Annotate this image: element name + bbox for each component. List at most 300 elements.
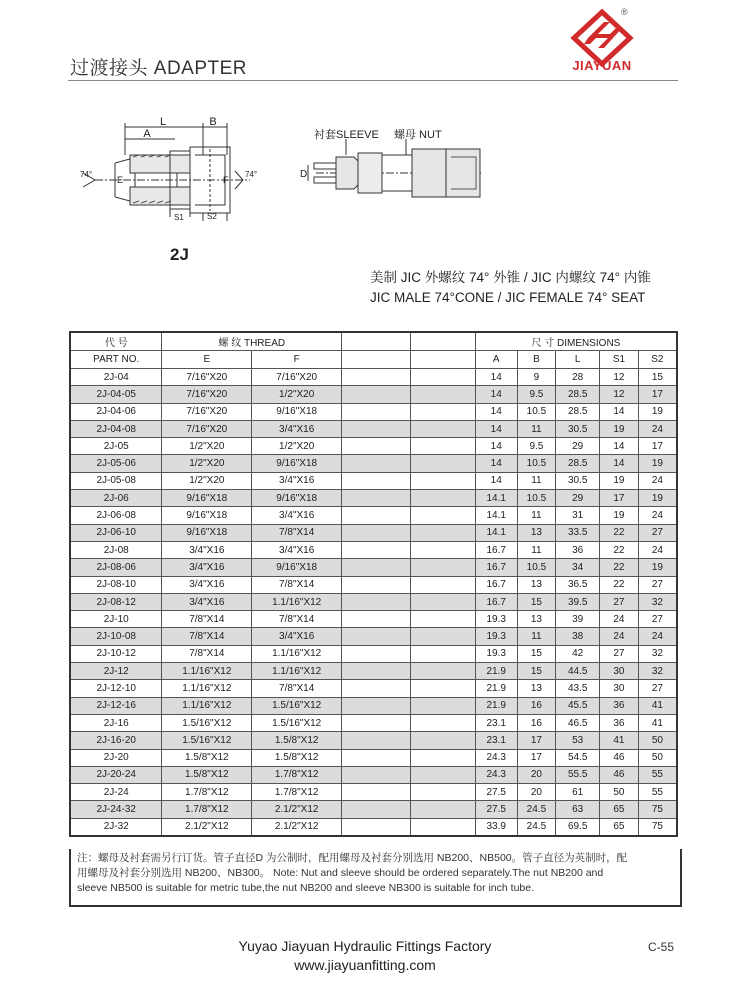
cell-s2: 19 bbox=[638, 490, 677, 507]
cell-s2: 55 bbox=[638, 766, 677, 783]
table-group-header bbox=[70, 332, 677, 351]
table-row bbox=[70, 628, 677, 645]
cell-blank-1 bbox=[342, 369, 411, 386]
cell-blank-1 bbox=[342, 818, 411, 836]
assembly-drawing bbox=[296, 125, 496, 225]
col-a: A bbox=[475, 351, 517, 369]
header-blank-1 bbox=[342, 332, 411, 351]
cell-blank-1 bbox=[342, 663, 411, 680]
cell-blank-2 bbox=[411, 420, 476, 437]
cell-f: 7/8"X14 bbox=[252, 611, 342, 628]
cell-a: 14 bbox=[475, 472, 517, 489]
cell-e: 9/16"X18 bbox=[162, 524, 252, 541]
cell-s1: 36 bbox=[600, 714, 639, 731]
cell-a: 16.7 bbox=[475, 576, 517, 593]
col-blank-2 bbox=[411, 351, 476, 369]
cell-f: 1.5/16"X12 bbox=[252, 714, 342, 731]
cell-s1: 30 bbox=[600, 663, 639, 680]
cell-part-no: 2J-12 bbox=[70, 663, 162, 680]
cell-a: 19.3 bbox=[475, 611, 517, 628]
cell-blank-1 bbox=[342, 611, 411, 628]
cell-blank-1 bbox=[342, 593, 411, 610]
order-notes bbox=[69, 849, 682, 907]
cell-l: 46.5 bbox=[556, 714, 600, 731]
cell-l: 44.5 bbox=[556, 663, 600, 680]
description-en: JIC MALE 74°CONE / JIC FEMALE 74° SEAT bbox=[370, 290, 646, 305]
cell-e: 7/16"X20 bbox=[162, 420, 252, 437]
table-row bbox=[70, 593, 677, 610]
cell-l: 39.5 bbox=[556, 593, 600, 610]
cell-f: 1.1/16"X12 bbox=[252, 593, 342, 610]
cell-part-no: 2J-08-10 bbox=[70, 576, 162, 593]
cell-blank-2 bbox=[411, 784, 476, 801]
page-title: 过渡接头 ADAPTER bbox=[70, 58, 248, 79]
cell-e: 7/16"X20 bbox=[162, 403, 252, 420]
cell-blank-2 bbox=[411, 455, 476, 472]
cell-s1: 46 bbox=[600, 749, 639, 766]
cell-e: 1.5/16"X12 bbox=[162, 732, 252, 749]
cell-l: 54.5 bbox=[556, 749, 600, 766]
fitting-dimension-drawing bbox=[75, 115, 260, 225]
cell-blank-1 bbox=[342, 714, 411, 731]
cell-part-no: 2J-12-10 bbox=[70, 680, 162, 697]
cell-s2: 27 bbox=[638, 680, 677, 697]
cell-s1: 30 bbox=[600, 680, 639, 697]
cell-b: 20 bbox=[517, 766, 556, 783]
cell-e: 9/16"X18 bbox=[162, 507, 252, 524]
cell-part-no: 2J-06 bbox=[70, 490, 162, 507]
cell-f: 3/4"X16 bbox=[252, 507, 342, 524]
cell-b: 20 bbox=[517, 784, 556, 801]
cell-f: 9/16"X18 bbox=[252, 490, 342, 507]
cell-part-no: 2J-10-08 bbox=[70, 628, 162, 645]
cell-a: 14.1 bbox=[475, 524, 517, 541]
label-e: E bbox=[117, 175, 124, 185]
cell-blank-1 bbox=[342, 697, 411, 714]
cell-s1: 14 bbox=[600, 438, 639, 455]
cell-f: 1.5/8"X12 bbox=[252, 749, 342, 766]
col-s2: S2 bbox=[638, 351, 677, 369]
cell-s1: 46 bbox=[600, 766, 639, 783]
cell-blank-1 bbox=[342, 559, 411, 576]
cell-s2: 75 bbox=[638, 801, 677, 818]
cell-l: 30.5 bbox=[556, 420, 600, 437]
table-column-header bbox=[70, 351, 677, 369]
footer-url: www.jiayuanfitting.com bbox=[294, 957, 436, 973]
cell-a: 16.7 bbox=[475, 559, 517, 576]
cell-s1: 19 bbox=[600, 507, 639, 524]
label-b: B bbox=[209, 116, 217, 128]
cell-e: 7/16"X20 bbox=[162, 369, 252, 386]
cell-f: 3/4"X16 bbox=[252, 541, 342, 558]
cell-s1: 14 bbox=[600, 455, 639, 472]
table-row bbox=[70, 420, 677, 437]
label-s2: S2 bbox=[207, 212, 217, 221]
cell-f: 7/16"X20 bbox=[252, 369, 342, 386]
cell-l: 69.5 bbox=[556, 818, 600, 836]
cell-s1: 65 bbox=[600, 818, 639, 836]
table-row bbox=[70, 663, 677, 680]
cell-part-no: 2J-20-24 bbox=[70, 766, 162, 783]
cell-b: 11 bbox=[517, 472, 556, 489]
cell-s2: 27 bbox=[638, 576, 677, 593]
cell-f: 1/2"X20 bbox=[252, 438, 342, 455]
cell-a: 27.5 bbox=[475, 784, 517, 801]
col-b: B bbox=[517, 351, 556, 369]
table-row bbox=[70, 697, 677, 714]
cell-blank-2 bbox=[411, 611, 476, 628]
cell-s2: 19 bbox=[638, 403, 677, 420]
cell-e: 3/4"X16 bbox=[162, 593, 252, 610]
label-d: D bbox=[300, 169, 308, 180]
cell-blank-1 bbox=[342, 784, 411, 801]
cell-e: 7/8"X14 bbox=[162, 645, 252, 662]
table-row bbox=[70, 438, 677, 455]
cell-part-no: 2J-16 bbox=[70, 714, 162, 731]
cell-l: 29 bbox=[556, 438, 600, 455]
cell-part-no: 2J-06-10 bbox=[70, 524, 162, 541]
cell-f: 9/16"X18 bbox=[252, 403, 342, 420]
cell-blank-2 bbox=[411, 403, 476, 420]
cell-l: 36 bbox=[556, 541, 600, 558]
cell-b: 13 bbox=[517, 611, 556, 628]
cell-blank-2 bbox=[411, 766, 476, 783]
table-row bbox=[70, 680, 677, 697]
cell-s1: 65 bbox=[600, 801, 639, 818]
cell-e: 1.1/16"X12 bbox=[162, 680, 252, 697]
footer-company: Yuyao Jiayuan Hydraulic Fittings Factory bbox=[238, 938, 492, 954]
label-s1: S1 bbox=[174, 213, 184, 222]
header-thread: 螺 纹 THREAD bbox=[162, 332, 342, 351]
cell-s2: 32 bbox=[638, 663, 677, 680]
cell-blank-1 bbox=[342, 490, 411, 507]
cell-blank-1 bbox=[342, 524, 411, 541]
cell-s1: 12 bbox=[600, 386, 639, 403]
cell-s1: 27 bbox=[600, 593, 639, 610]
cell-e: 3/4"X16 bbox=[162, 541, 252, 558]
cell-b: 17 bbox=[517, 732, 556, 749]
cell-b: 10.5 bbox=[517, 490, 556, 507]
cell-s2: 19 bbox=[638, 559, 677, 576]
cell-part-no: 2J-32 bbox=[70, 818, 162, 836]
cell-blank-1 bbox=[342, 576, 411, 593]
cell-l: 42 bbox=[556, 645, 600, 662]
cell-blank-2 bbox=[411, 541, 476, 558]
cell-s2: 41 bbox=[638, 714, 677, 731]
table-row bbox=[70, 559, 677, 576]
cell-b: 24.5 bbox=[517, 818, 556, 836]
cell-f: 7/8"X14 bbox=[252, 680, 342, 697]
cell-f: 7/8"X14 bbox=[252, 576, 342, 593]
label-l: L bbox=[159, 116, 167, 128]
cell-s2: 55 bbox=[638, 784, 677, 801]
cell-l: 45.5 bbox=[556, 697, 600, 714]
cell-b: 11 bbox=[517, 628, 556, 645]
cell-l: 28.5 bbox=[556, 455, 600, 472]
cell-blank-1 bbox=[342, 438, 411, 455]
label-angle-right: 74° bbox=[245, 170, 258, 179]
cell-f: 3/4"X16 bbox=[252, 472, 342, 489]
cell-f: 1.5/8"X12 bbox=[252, 732, 342, 749]
cell-e: 7/8"X14 bbox=[162, 611, 252, 628]
cell-s1: 24 bbox=[600, 611, 639, 628]
cell-f: 1.5/16"X12 bbox=[252, 697, 342, 714]
registered-mark: ® bbox=[621, 7, 628, 17]
cell-f: 1.1/16"X12 bbox=[252, 645, 342, 662]
cell-l: 63 bbox=[556, 801, 600, 818]
cell-s2: 32 bbox=[638, 645, 677, 662]
cell-s2: 17 bbox=[638, 386, 677, 403]
col-s1: S1 bbox=[600, 351, 639, 369]
table-row bbox=[70, 645, 677, 662]
cell-blank-2 bbox=[411, 490, 476, 507]
cell-e: 1.5/16"X12 bbox=[162, 714, 252, 731]
table-row bbox=[70, 507, 677, 524]
label-angle-left: 74° bbox=[80, 170, 93, 179]
cell-part-no: 2J-10-12 bbox=[70, 645, 162, 662]
cell-blank-2 bbox=[411, 369, 476, 386]
cell-s2: 17 bbox=[638, 438, 677, 455]
cell-blank-1 bbox=[342, 455, 411, 472]
cell-blank-1 bbox=[342, 541, 411, 558]
table-row bbox=[70, 490, 677, 507]
cell-e: 1.7/8"X12 bbox=[162, 801, 252, 818]
table-row bbox=[70, 766, 677, 783]
cell-a: 14 bbox=[475, 455, 517, 472]
cell-f: 3/4"X16 bbox=[252, 628, 342, 645]
table-row bbox=[70, 386, 677, 403]
cell-blank-2 bbox=[411, 680, 476, 697]
cell-a: 14 bbox=[475, 438, 517, 455]
cell-l: 43.5 bbox=[556, 680, 600, 697]
label-f: F bbox=[223, 175, 229, 185]
cell-l: 39 bbox=[556, 611, 600, 628]
cell-s1: 22 bbox=[600, 524, 639, 541]
cell-f: 3/4"X16 bbox=[252, 420, 342, 437]
cell-part-no: 2J-04-05 bbox=[70, 386, 162, 403]
cell-f: 1.7/8"X12 bbox=[252, 784, 342, 801]
cell-s1: 17 bbox=[600, 490, 639, 507]
cell-part-no: 2J-06-08 bbox=[70, 507, 162, 524]
cell-b: 10.5 bbox=[517, 403, 556, 420]
table-row bbox=[70, 403, 677, 420]
cell-e: 1.5/8"X12 bbox=[162, 766, 252, 783]
col-f: F bbox=[252, 351, 342, 369]
cell-s1: 22 bbox=[600, 559, 639, 576]
header-code-cn: 代 号 bbox=[70, 332, 162, 351]
cell-a: 21.9 bbox=[475, 680, 517, 697]
cell-s2: 15 bbox=[638, 369, 677, 386]
header-divider bbox=[68, 80, 678, 81]
cell-e: 2.1/2"X12 bbox=[162, 818, 252, 836]
note-line-3: sleeve NB500 is suitable for metric tube,the nut NB200 and sleeve NB300 is suitable for inch tube. bbox=[77, 882, 535, 894]
cell-s2: 75 bbox=[638, 818, 677, 836]
cell-e: 1.5/8"X12 bbox=[162, 749, 252, 766]
cell-a: 21.9 bbox=[475, 697, 517, 714]
spec-table-body bbox=[70, 369, 677, 837]
cell-b: 15 bbox=[517, 663, 556, 680]
cell-b: 11 bbox=[517, 541, 556, 558]
cell-e: 7/16"X20 bbox=[162, 386, 252, 403]
table-row bbox=[70, 784, 677, 801]
cell-blank-1 bbox=[342, 732, 411, 749]
cell-part-no: 2J-24 bbox=[70, 784, 162, 801]
cell-s1: 14 bbox=[600, 403, 639, 420]
cell-part-no: 2J-20 bbox=[70, 749, 162, 766]
cell-s1: 36 bbox=[600, 697, 639, 714]
cell-b: 17 bbox=[517, 749, 556, 766]
table-row bbox=[70, 472, 677, 489]
cell-part-no: 2J-08-12 bbox=[70, 593, 162, 610]
table-row bbox=[70, 576, 677, 593]
cell-e: 1/2"X20 bbox=[162, 438, 252, 455]
cell-b: 13 bbox=[517, 576, 556, 593]
cell-blank-1 bbox=[342, 472, 411, 489]
cell-a: 14.1 bbox=[475, 507, 517, 524]
cell-blank-1 bbox=[342, 507, 411, 524]
cell-blank-1 bbox=[342, 386, 411, 403]
cell-s2: 24 bbox=[638, 507, 677, 524]
cell-part-no: 2J-04-06 bbox=[70, 403, 162, 420]
spec-table bbox=[69, 331, 678, 837]
table-row bbox=[70, 524, 677, 541]
cell-e: 1.1/16"X12 bbox=[162, 663, 252, 680]
cell-b: 15 bbox=[517, 593, 556, 610]
cell-e: 1/2"X20 bbox=[162, 472, 252, 489]
cell-s2: 50 bbox=[638, 732, 677, 749]
cell-a: 14 bbox=[475, 369, 517, 386]
cell-s2: 24 bbox=[638, 541, 677, 558]
cell-s1: 27 bbox=[600, 645, 639, 662]
cell-blank-2 bbox=[411, 593, 476, 610]
cell-s1: 22 bbox=[600, 541, 639, 558]
cell-a: 23.1 bbox=[475, 732, 517, 749]
cell-b: 9.5 bbox=[517, 438, 556, 455]
cell-b: 11 bbox=[517, 420, 556, 437]
cell-blank-2 bbox=[411, 628, 476, 645]
header-blank-2 bbox=[411, 332, 476, 351]
cell-blank-2 bbox=[411, 663, 476, 680]
label-a: A bbox=[143, 128, 151, 140]
cell-part-no: 2J-04 bbox=[70, 369, 162, 386]
cell-e: 1.1/16"X12 bbox=[162, 697, 252, 714]
cell-l: 28 bbox=[556, 369, 600, 386]
cell-l: 34 bbox=[556, 559, 600, 576]
cell-f: 7/8"X14 bbox=[252, 524, 342, 541]
cell-s1: 19 bbox=[600, 420, 639, 437]
cell-blank-2 bbox=[411, 749, 476, 766]
cell-part-no: 2J-08-06 bbox=[70, 559, 162, 576]
cell-part-no: 2J-08 bbox=[70, 541, 162, 558]
table-row bbox=[70, 611, 677, 628]
col-l: L bbox=[556, 351, 600, 369]
cell-l: 28.5 bbox=[556, 386, 600, 403]
nut-label: 螺母 NUT bbox=[394, 129, 442, 141]
cell-part-no: 2J-24-32 bbox=[70, 801, 162, 818]
table-row bbox=[70, 541, 677, 558]
cell-s2: 50 bbox=[638, 749, 677, 766]
cell-e: 3/4"X16 bbox=[162, 559, 252, 576]
cell-b: 10.5 bbox=[517, 455, 556, 472]
cell-part-no: 2J-12-16 bbox=[70, 697, 162, 714]
cell-blank-1 bbox=[342, 801, 411, 818]
cell-l: 55.5 bbox=[556, 766, 600, 783]
cell-l: 31 bbox=[556, 507, 600, 524]
cell-part-no: 2J-10 bbox=[70, 611, 162, 628]
cell-b: 16 bbox=[517, 697, 556, 714]
cell-s1: 19 bbox=[600, 472, 639, 489]
cell-blank-2 bbox=[411, 576, 476, 593]
cell-blank-1 bbox=[342, 680, 411, 697]
cell-l: 36.5 bbox=[556, 576, 600, 593]
cell-s2: 24 bbox=[638, 628, 677, 645]
cell-l: 33.5 bbox=[556, 524, 600, 541]
cell-blank-1 bbox=[342, 628, 411, 645]
table-row bbox=[70, 749, 677, 766]
sleeve-label: 衬套SLEEVE bbox=[314, 129, 379, 141]
cell-f: 1/2"X20 bbox=[252, 386, 342, 403]
cell-l: 29 bbox=[556, 490, 600, 507]
cell-a: 16.7 bbox=[475, 541, 517, 558]
cell-a: 24.3 bbox=[475, 766, 517, 783]
cell-e: 3/4"X16 bbox=[162, 576, 252, 593]
cell-b: 13 bbox=[517, 680, 556, 697]
cell-part-no: 2J-16-20 bbox=[70, 732, 162, 749]
cell-blank-2 bbox=[411, 732, 476, 749]
cell-l: 38 bbox=[556, 628, 600, 645]
note-line-1: 注：螺母及衬套需另行订货。管子直径D 为公制时，配用螺母及衬套分别选用 NB200、NB500。管子直径为英制时，配 bbox=[77, 852, 628, 864]
cell-a: 14.1 bbox=[475, 490, 517, 507]
cell-part-no: 2J-05-06 bbox=[70, 455, 162, 472]
cell-s1: 24 bbox=[600, 628, 639, 645]
cell-a: 33.9 bbox=[475, 818, 517, 836]
cell-f: 1.7/8"X12 bbox=[252, 766, 342, 783]
cell-blank-2 bbox=[411, 697, 476, 714]
cell-s2: 24 bbox=[638, 420, 677, 437]
cell-s1: 41 bbox=[600, 732, 639, 749]
table-row bbox=[70, 714, 677, 731]
table-row bbox=[70, 732, 677, 749]
cell-a: 19.3 bbox=[475, 628, 517, 645]
cell-a: 24.3 bbox=[475, 749, 517, 766]
col-part-no: PART NO. bbox=[70, 351, 162, 369]
description-cn: 美制 JIC 外螺纹 74° 外锥 / JIC 内螺纹 74° 内锥 bbox=[370, 270, 651, 285]
brand-name: JIAYUAN bbox=[572, 58, 632, 73]
cell-blank-2 bbox=[411, 472, 476, 489]
cell-b: 9.5 bbox=[517, 386, 556, 403]
cell-f: 9/16"X18 bbox=[252, 559, 342, 576]
cell-part-no: 2J-04-08 bbox=[70, 420, 162, 437]
page-number: C-55 bbox=[648, 940, 675, 954]
cell-b: 24.5 bbox=[517, 801, 556, 818]
table-row bbox=[70, 369, 677, 386]
cell-e: 1.7/8"X12 bbox=[162, 784, 252, 801]
cell-f: 1.1/16"X12 bbox=[252, 663, 342, 680]
cell-a: 14 bbox=[475, 420, 517, 437]
cell-part-no: 2J-05 bbox=[70, 438, 162, 455]
cell-s2: 24 bbox=[638, 472, 677, 489]
cell-f: 2.1/2"X12 bbox=[252, 801, 342, 818]
cell-l: 53 bbox=[556, 732, 600, 749]
cell-b: 15 bbox=[517, 645, 556, 662]
cell-a: 16.7 bbox=[475, 593, 517, 610]
cell-blank-2 bbox=[411, 818, 476, 836]
model-code: 2J bbox=[170, 245, 189, 264]
cell-blank-1 bbox=[342, 749, 411, 766]
cell-s1: 22 bbox=[600, 576, 639, 593]
header-dimensions: 尺 寸 DIMENSIONS bbox=[475, 332, 677, 351]
table-row bbox=[70, 818, 677, 836]
